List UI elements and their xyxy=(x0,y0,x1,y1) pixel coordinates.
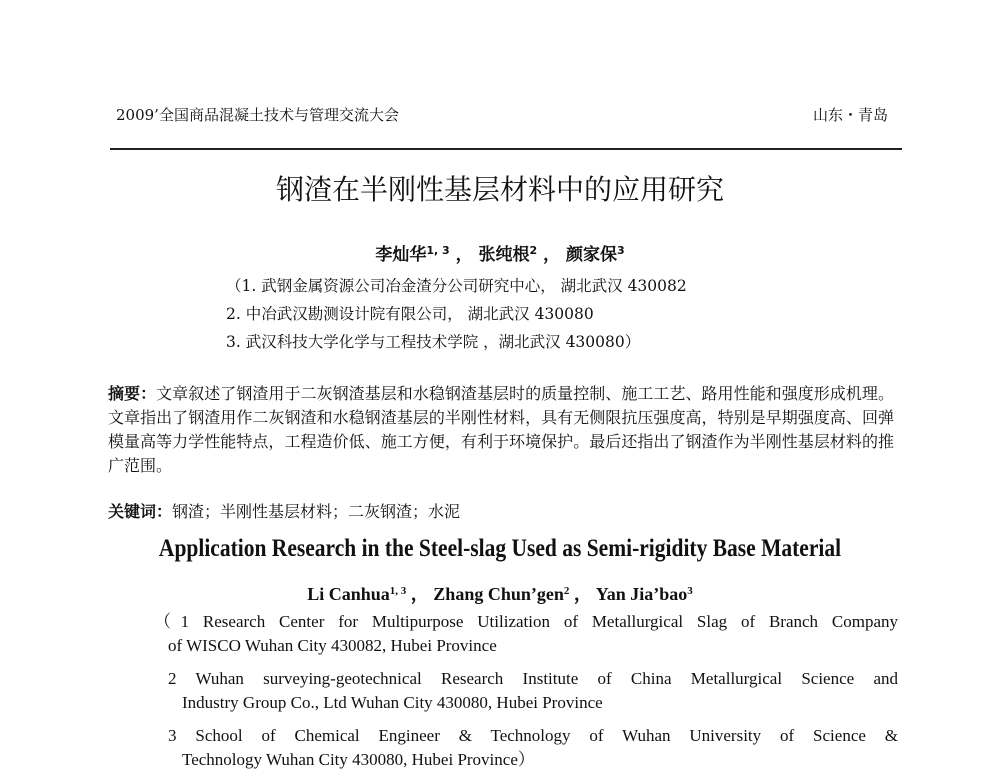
author-1-cn-affil: 1, 3 xyxy=(426,244,450,257)
affiliation-en-1-line-2: of WISCO Wuhan City 430082, Hubei Province xyxy=(168,636,497,655)
author-separator: ， xyxy=(406,584,434,604)
affiliation-cn-3: 3. 武汉科技大学化学与工程技术学院 ，湖北武汉 430080） xyxy=(226,333,641,351)
affiliation-en-2-line-2: Industry Group Co., Ltd Wuhan City 430080, Hubei Province xyxy=(182,693,603,712)
abstract-text: 文章叙述了钢渣用于二灰钢渣基层和水稳钢渣基层时的质量控制、施工工艺、路用性能和强度形成机理。文章指出了钢渣用作二灰钢渣和水稳钢渣基层的半刚性材料，具有无侧限抗压强度高，特别是早期强度高、回弹模量高等力学性能特点，工程造价低、施工方便，有利于环境保护。最后还指出了钢渣作为半刚性基层材料的推广范围。 xyxy=(108,384,894,475)
author-2-en: Zhang Chun’gen xyxy=(433,584,564,604)
affiliation-en-3 xyxy=(168,724,898,772)
abstract-cn xyxy=(108,382,894,478)
affiliation-en-1 xyxy=(154,610,898,658)
conference-location: 山东・青岛 xyxy=(812,106,888,124)
affiliation-cn-1: （1. 武钢金属资源公司冶金渣分公司研究中心， 湖北武汉 430082 xyxy=(226,277,687,295)
author-1-en-affil: 1, 3 xyxy=(389,585,407,597)
author-1-en: Li Canhua xyxy=(307,584,390,604)
authors-cn xyxy=(0,240,1000,265)
author-3-en: Yan Jia’bao xyxy=(595,584,688,604)
affiliation-en-1-line-1: （1 Research Center for Multipurpose Utilization of Metallurgical Slag of Branch Company xyxy=(154,612,898,631)
abstract-label: 摘要： xyxy=(108,384,157,403)
author-2-en-affil: 2 xyxy=(563,585,570,597)
author-3-en-affil: 3 xyxy=(687,585,693,597)
author-3-cn: 颜家保 xyxy=(566,245,617,265)
affiliation-en-3-line-1: 3 School of Chemical Engineer & Technology of Wuhan University of Science & xyxy=(168,726,898,745)
paper-title-en: Application Research in the Steel-slag Used as Semi-rigidity Base Material xyxy=(158,535,842,562)
author-separator: ， xyxy=(569,584,592,604)
paper-title-cn: 钢渣在半刚性基层材料中的应用研究 xyxy=(275,173,724,206)
author-1-cn: 李灿华 xyxy=(375,245,427,265)
author-separator: ， xyxy=(455,245,473,265)
keywords-label: 关键词： xyxy=(108,502,173,521)
conference-name: 2009’全国商品混凝土技术与管理交流大会 xyxy=(116,106,399,124)
author-2-cn-affil: 2 xyxy=(529,244,538,257)
authors-en xyxy=(0,580,1000,606)
affiliation-en-2 xyxy=(168,667,898,715)
affiliation-cn-2: 2. 中冶武汉勘测设计院有限公司， 湖北武汉 430080 xyxy=(226,305,594,323)
header-rule xyxy=(110,148,902,150)
author-separator: ， xyxy=(543,245,561,265)
affiliation-en-2-line-1: 2 Wuhan surveying-geotechnical Research Institute of China Metallurgical Science and xyxy=(168,669,898,688)
keywords-text: 钢渣；半刚性基层材料；二灰钢渣；水泥 xyxy=(172,502,461,521)
author-2-cn: 张纯根 xyxy=(478,245,530,265)
keywords-cn xyxy=(108,500,894,524)
author-3-cn-affil: 3 xyxy=(617,244,625,257)
affiliation-en-3-line-2: Technology Wuhan City 430080, Hubei Province） xyxy=(182,750,535,769)
running-header xyxy=(116,104,888,128)
